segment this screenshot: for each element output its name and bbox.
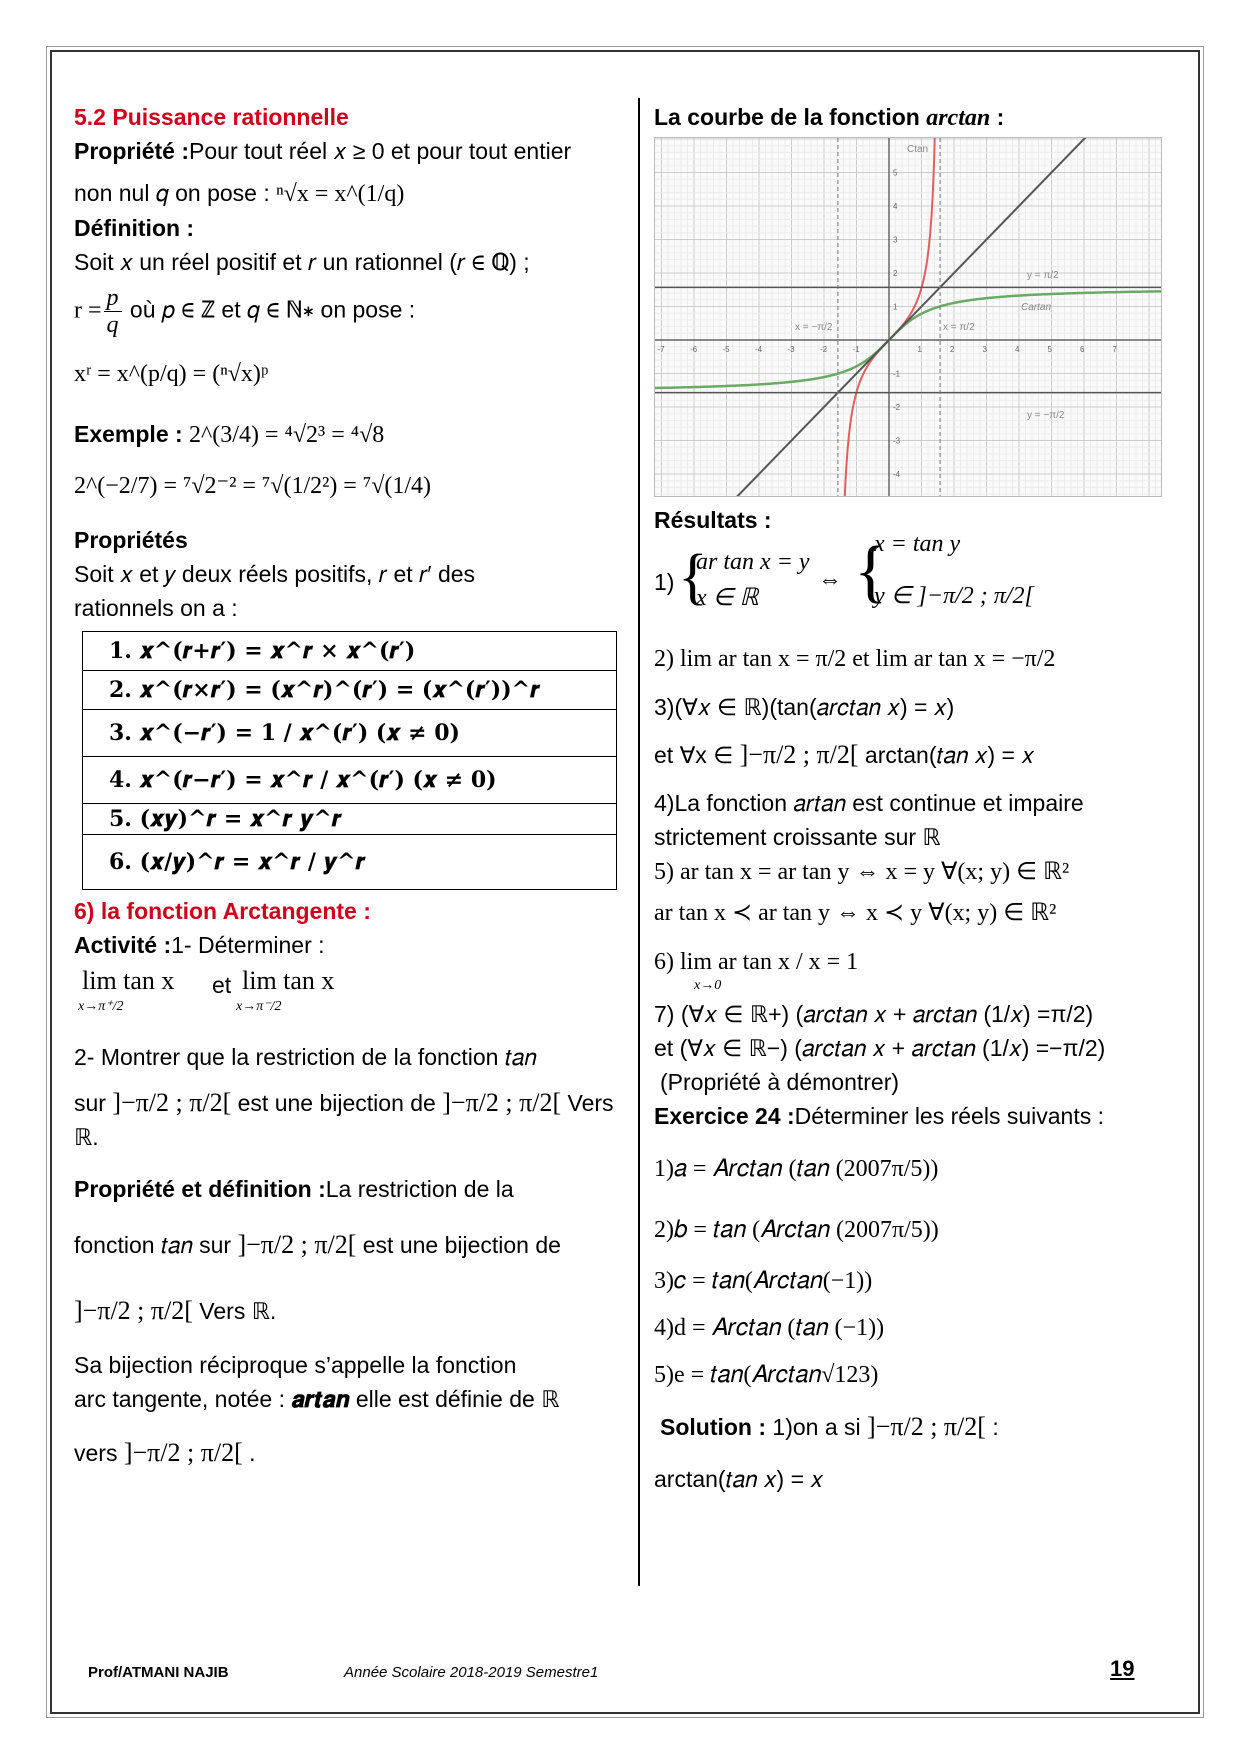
result-2: 2) lim ar tan x = π/2 et lim ar tan x = −π/2	[654, 646, 1056, 672]
y-tick-label: -4	[893, 470, 901, 479]
x-tick-label: 6	[1080, 345, 1085, 354]
properties-text-1: Soit 𝑥 et 𝑦 deux réels positifs, 𝑟 et 𝑟′ des	[74, 561, 476, 587]
properties-text-2: rationnels on a :	[74, 595, 238, 621]
table-row: 2. 𝒙^(𝒓×𝒓′) = (𝒙^𝒓)^(𝒓′) = (𝒙^(𝒓′))^𝒓	[83, 671, 617, 710]
y-tick-label: -3	[893, 436, 901, 446]
label-y-mpi2: y = −π/2	[1027, 410, 1065, 421]
result-6: 6) lim ar tan x / x = 1	[654, 949, 859, 975]
x-tick-label: 3	[982, 345, 987, 354]
x-tick-label: -6	[690, 345, 698, 354]
table-row: 6. (𝒙/𝒚)^𝒓 = 𝒙^𝒓 / 𝒚^𝒓	[83, 835, 617, 890]
root-formula: ⁿ√x = x^(1/q)	[276, 181, 405, 207]
table-row: 3. 𝒙^(−𝒓′) = 𝟏 / 𝒙^(𝒓′) (𝒙 ≠ 𝟎)	[83, 710, 617, 757]
label-x-pi2: x = π/2	[943, 322, 975, 333]
x-tick-label: -5	[722, 345, 730, 354]
curve-title: La courbe de la fonction arctan :	[654, 104, 1005, 131]
x-tick-label: -4	[755, 345, 763, 354]
label-ctan: Ctan	[907, 144, 929, 155]
property-line2: non nul 𝑞 on pose : ⁿ√x = x^(1/q)	[74, 180, 405, 207]
properties-table	[82, 631, 617, 890]
exercise-2: 2)𝑏 = 𝑡𝑎𝑛 (𝐴𝑟𝑐𝑡𝑎𝑛 (2007π/5))	[654, 1217, 939, 1243]
activity-2-line2: sur ]−π/2 ; π/2[ est une bijection de ]−π/2 ; π/2[ Vers ℝ.	[74, 1088, 614, 1150]
footer-author: Prof/ATMANI NAJIB	[88, 1664, 229, 1681]
properties-label: Propriétés	[74, 527, 188, 553]
label-x-mpi2: x = −π/2	[795, 322, 833, 333]
y-tick-label: 5	[893, 168, 898, 178]
y-tick-label: 4	[893, 202, 898, 211]
example-1: Exemple : 2^(3/4) = ⁴√2³ = ⁴√8	[74, 421, 385, 448]
activity-2: 2- Montrer que la restriction de la fonction 𝑡𝑎𝑛	[74, 1044, 537, 1070]
exercise-3: 3)𝑐 = 𝑡𝑎𝑛(𝐴𝑟𝑐𝑡𝑎𝑛(−1))	[654, 1268, 873, 1294]
x-tick-label: 4	[1015, 345, 1020, 354]
x-tick-label: 2	[950, 345, 955, 354]
reciprocal-3: vers ]−π/2 ; π/2[ .	[74, 1438, 256, 1467]
solution: Solution : 1)on a si ]−π/2 ; π/2[ :	[660, 1412, 999, 1441]
y-tick-label: -2	[893, 403, 901, 412]
x-tick-label: 5	[1047, 345, 1052, 354]
section-title-5-2: 5.2 Puissance rationnelle	[74, 104, 349, 130]
result-3a: 3)(∀𝑥 ∈ ℝ)(tan(𝑎𝑟𝑐𝑡𝑎𝑛 𝑥) = 𝑥)	[654, 694, 955, 720]
activity-text: Activité :1- Déterminer :	[74, 932, 325, 958]
result-1: 1) { ar tan x = y x ∈ ℝ ⇔ { x = tan y y ∈ ]−π/2 ; π/2[	[654, 531, 1034, 611]
definition-label: Définition :	[74, 215, 195, 241]
exercise-24: Exercice 24 :Déterminer les réels suivants :	[654, 1103, 1105, 1129]
property-text: Propriété :Pour tout réel 𝑥 ≥ 0 et pour tout entier	[74, 138, 572, 164]
x-tick-label: -3	[787, 345, 795, 354]
results-label: Résultats :	[654, 507, 772, 533]
reciprocal-1: Sa bijection réciproque s’appelle la fonction	[74, 1352, 517, 1378]
label-cartan: Cartan	[1021, 302, 1052, 313]
right-column	[654, 100, 1174, 1496]
left-column	[74, 100, 624, 1470]
y-tick-label: 3	[893, 235, 898, 245]
exercise-4: 4)d = 𝐴𝑟𝑐𝑡𝑎𝑛 (𝑡𝑎𝑛 (−1))	[654, 1315, 885, 1341]
x-tick-label: 1	[917, 345, 922, 354]
y-tick-label: -1	[893, 369, 901, 379]
result-4b: strictement croissante sur ℝ	[654, 824, 941, 850]
prop-def: Propriété et définition :La restriction de la	[74, 1176, 514, 1202]
x-tick-label: -2	[820, 345, 828, 354]
arctan-graph	[654, 137, 1162, 497]
prop-def-line3: ]−π/2 ; π/2[ Vers ℝ.	[74, 1296, 277, 1325]
section-title-6: 6) la fonction Arctangente :	[74, 898, 371, 924]
definition-pq: r = $\frac{p}{q}$ où 𝑝 ∈ ℤ et 𝑞 ∈ ℕ∗ on pose :	[74, 285, 416, 338]
table-row: 5. (𝒙𝒚)^𝒓 = 𝒙^𝒓 𝒚^𝒓	[83, 804, 617, 835]
result-7a: 7) (∀𝑥 ∈ ℝ+) (𝑎𝑟𝑐𝑡𝑎𝑛 𝑥 + 𝑎𝑟𝑐𝑡𝑎𝑛 (1/𝑥) =π/2)	[654, 1001, 1094, 1027]
result-7c: (Propriété à démontrer)	[660, 1069, 900, 1095]
result-6-sub: x→0	[694, 978, 722, 993]
footer-year: Année Scolaire 2018-2019 Semestre1	[344, 1664, 599, 1681]
result-5a: 5) ar tan x = ar tan y ⇔ x = y ∀(x; y) ∈ ℝ²	[654, 859, 1070, 885]
x-tick-label: -1	[852, 345, 860, 354]
solution-last: arctan(𝑡𝑎𝑛 𝑥) = 𝑥	[654, 1466, 824, 1492]
identity-line	[710, 137, 1090, 497]
result-4a: 4)La fonction 𝑎𝑟𝑡𝑎𝑛 est continue et impaire	[654, 790, 1084, 816]
exercise-5: 5)e = 𝑡𝑎𝑛(𝐴𝑟𝑐𝑡𝑎𝑛√123)	[654, 1362, 879, 1388]
table-row: 1. 𝒙^(𝒓+𝒓′) = 𝒙^𝒓 × 𝒙^(𝒓′)	[83, 632, 617, 671]
definition-text: Soit 𝑥 un réel positif et 𝑟 un rationnel (𝑟 ∈ ℚ) ;	[74, 249, 530, 275]
y-tick-label: 1	[893, 302, 898, 312]
definition-formula: xʳ = x^(p/q) = (ⁿ√x)ᵖ	[74, 361, 269, 387]
x-tick-label: -7	[657, 345, 665, 354]
x-tick-label: 7	[1112, 345, 1117, 354]
example-2: 2^(−2/7) = ⁷√2⁻² = ⁷√(1/2²) = ⁷√(1/4)	[74, 473, 432, 499]
page-number: 19	[1110, 1656, 1135, 1681]
result-7b: et (∀𝑥 ∈ ℝ−) (𝑎𝑟𝑐𝑡𝑎𝑛 𝑥 + 𝑎𝑟𝑐𝑡𝑎𝑛 (1/𝑥) =−π/2)	[654, 1035, 1106, 1061]
prop-def-line2: fonction 𝑡𝑎𝑛 sur ]−π/2 ; π/2[ est une bijection de	[74, 1230, 561, 1259]
y-tick-label: 2	[893, 269, 898, 278]
column-divider	[638, 98, 640, 1586]
reciprocal-2: arc tangente, notée : 𝒂𝒓𝒕𝒂𝒏 elle est définie de ℝ	[74, 1386, 560, 1412]
table-row: 4. 𝒙^(𝒓−𝒓′) = 𝒙^𝒓 / 𝒙^(𝒓′) (𝒙 ≠ 𝟎)	[83, 757, 617, 804]
result-5b: ar tan x ≺ ar tan y ⇔ x ≺ y ∀(x; y) ∈ ℝ²	[654, 900, 1057, 926]
limits-row: lim tan x x→π⁺/2 et lim tan x x→π⁻/2	[78, 966, 335, 1014]
result-3b: et ∀x ∈ ]−π/2 ; π/2[ arctan(𝑡𝑎𝑛 𝑥) = 𝑥	[654, 740, 1035, 769]
label-y-pi2: y = π/2	[1027, 270, 1059, 281]
exercise-1: 1)𝑎 = 𝐴𝑟𝑐𝑡𝑎𝑛 (𝑡𝑎𝑛 (2007π/5))	[654, 1156, 939, 1182]
